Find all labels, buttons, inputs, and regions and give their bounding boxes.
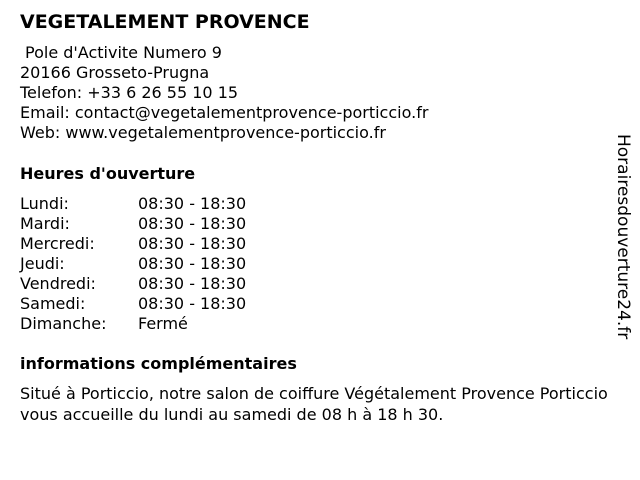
day-hours: 08:30 - 18:30 bbox=[138, 194, 247, 213]
day-hours: 08:30 - 18:30 bbox=[138, 254, 247, 273]
hours-row-saturday bbox=[20, 294, 246, 314]
phone-label: Telefon: bbox=[20, 83, 83, 102]
day-label: Mercredi: bbox=[20, 234, 95, 253]
day-label: Dimanche: bbox=[20, 314, 107, 333]
day-label: Lundi: bbox=[20, 194, 69, 213]
business-name: VEGETALEMENT PROVENCE bbox=[20, 11, 310, 33]
web-label: Web: bbox=[20, 123, 61, 142]
address-line-1: Pole d'Activite Numero 9 bbox=[25, 43, 222, 62]
hours-row-thursday bbox=[20, 254, 246, 274]
hours-row-monday bbox=[20, 194, 246, 214]
day-hours: Fermé bbox=[138, 314, 188, 333]
hours-row-tuesday bbox=[20, 214, 246, 234]
hours-row-sunday bbox=[20, 314, 246, 334]
site-brand-vertical[interactable]: Horairesdouverture24.fr bbox=[613, 134, 633, 340]
email-row bbox=[20, 103, 428, 123]
web-address[interactable]: www.vegetalementprovence-porticcio.fr bbox=[65, 123, 386, 142]
day-hours: 08:30 - 18:30 bbox=[138, 274, 247, 293]
web-row bbox=[20, 123, 428, 143]
address-line-2: 20166 Grosseto-Prugna bbox=[20, 63, 210, 82]
day-label: Mardi: bbox=[20, 214, 70, 233]
day-hours: 08:30 - 18:30 bbox=[138, 234, 247, 253]
additional-info-heading: informations complémentaires bbox=[20, 354, 297, 373]
day-hours: 08:30 - 18:30 bbox=[138, 214, 247, 233]
phone-row bbox=[20, 83, 428, 103]
opening-hours-heading: Heures d'ouverture bbox=[20, 164, 196, 183]
email-address[interactable]: contact@vegetalementprovence-porticcio.fr bbox=[74, 103, 429, 122]
day-label: Samedi: bbox=[20, 294, 86, 313]
hours-row-wednesday bbox=[20, 234, 246, 254]
day-label: Jeudi: bbox=[20, 254, 65, 273]
opening-hours-table bbox=[20, 194, 246, 334]
additional-info-text: Situé à Porticcio, notre salon de coiffure Végétalement Provence Porticcio vous accueille du lundi au samedi de 08 h à 18 h 30. bbox=[20, 384, 608, 424]
day-hours: 08:30 - 18:30 bbox=[138, 294, 247, 313]
hours-row-friday bbox=[20, 274, 246, 294]
email-label: Email: bbox=[20, 103, 70, 122]
day-label: Vendredi: bbox=[20, 274, 96, 293]
contact-block bbox=[20, 43, 428, 143]
phone-number[interactable]: +33 6 26 55 10 15 bbox=[87, 83, 239, 102]
